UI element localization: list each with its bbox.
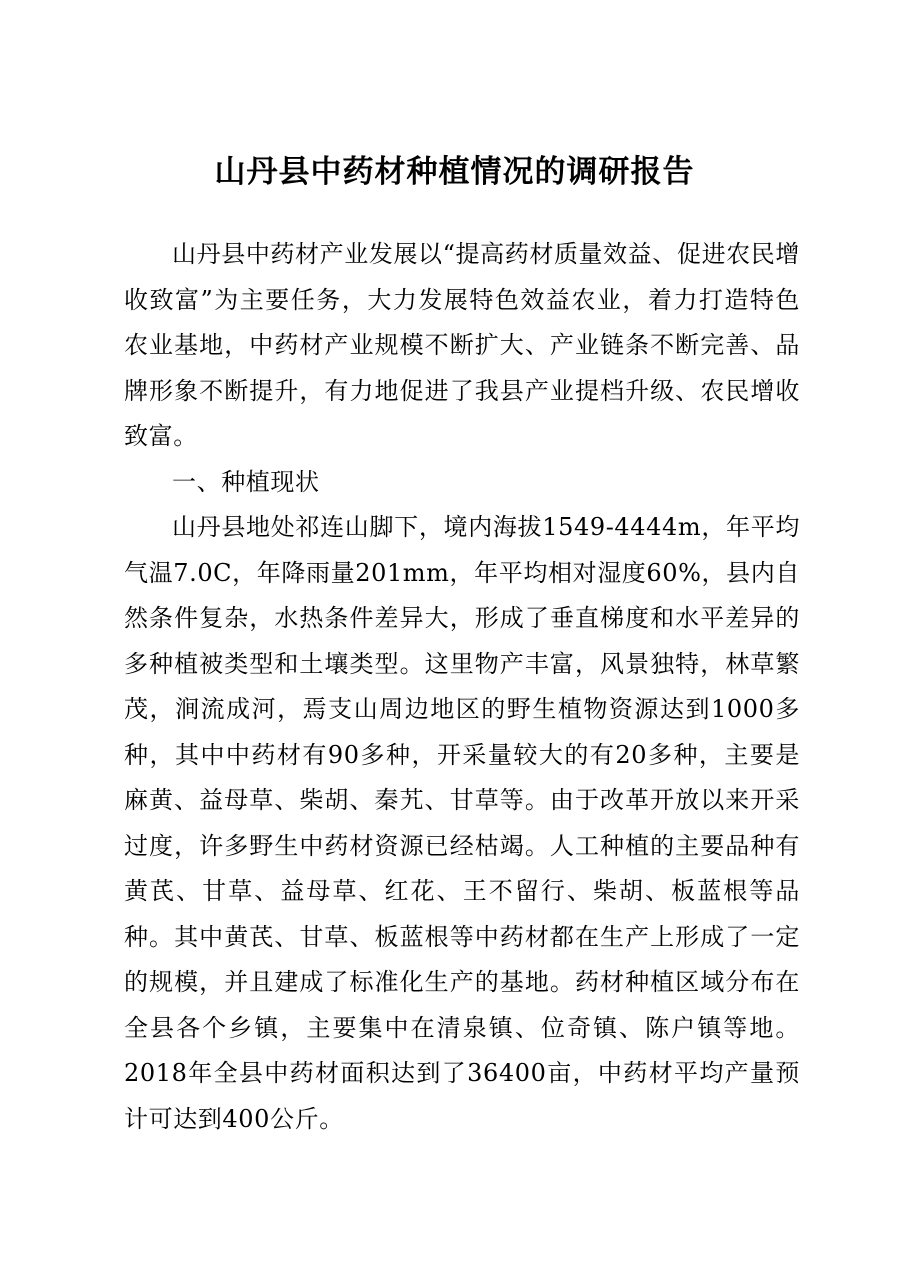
intro-paragraph: 山丹县中药材产业发展以“提高药材质量效益、促进农民增收致富”为主要任务，大力发展特色效益农业，着力打造特色农业基地，中药材产业规模不断扩大、产业链条不断完善、品牌形象不断提升，有力地促进了我县产业提档升级、农民增收致富。 <box>124 240 800 450</box>
document-body <box>124 232 800 1142</box>
document-title: 山丹县中药材种植情况的调研报告 <box>214 154 695 190</box>
section-heading-planting-status: 一、种植现状 <box>172 467 320 496</box>
planting-status-paragraph: 山丹县地处祁连山脚下，境内海拔1549-4444m，年平均气温7.0C，年降雨量201mm，年平均相对湿度60%，县内自然条件复杂，水热条件差异大，形成了垂直梯度和水平差异的多种植被类型和土壤类型。这里物产丰富，风景独特，林草繁茂，涧流成河，焉支山周边地区的野生植物资源达到1000多种，其中中药材有90多种，开采量较大的有20多种，主要是麻黄、益母草、柴胡、秦艽、甘草等。由于改革开放以来开采过度，许多野生中药材资源已经枯竭。人工种植的主要品种有黄芪、甘草、益母草、红花、王不留行、柴胡、板蓝根等品种。其中黄芪、甘草、板蓝根等中药材都在生产上形成了一定的规模，并且建成了标准化生产的基地。药材种植区域分布在全县各个乡镇，主要集中在清泉镇、位奇镇、陈户镇等地。2018年全县中药材面积达到了36400亩，中药材平均产量预计可达到400公斤。 <box>124 513 800 1133</box>
